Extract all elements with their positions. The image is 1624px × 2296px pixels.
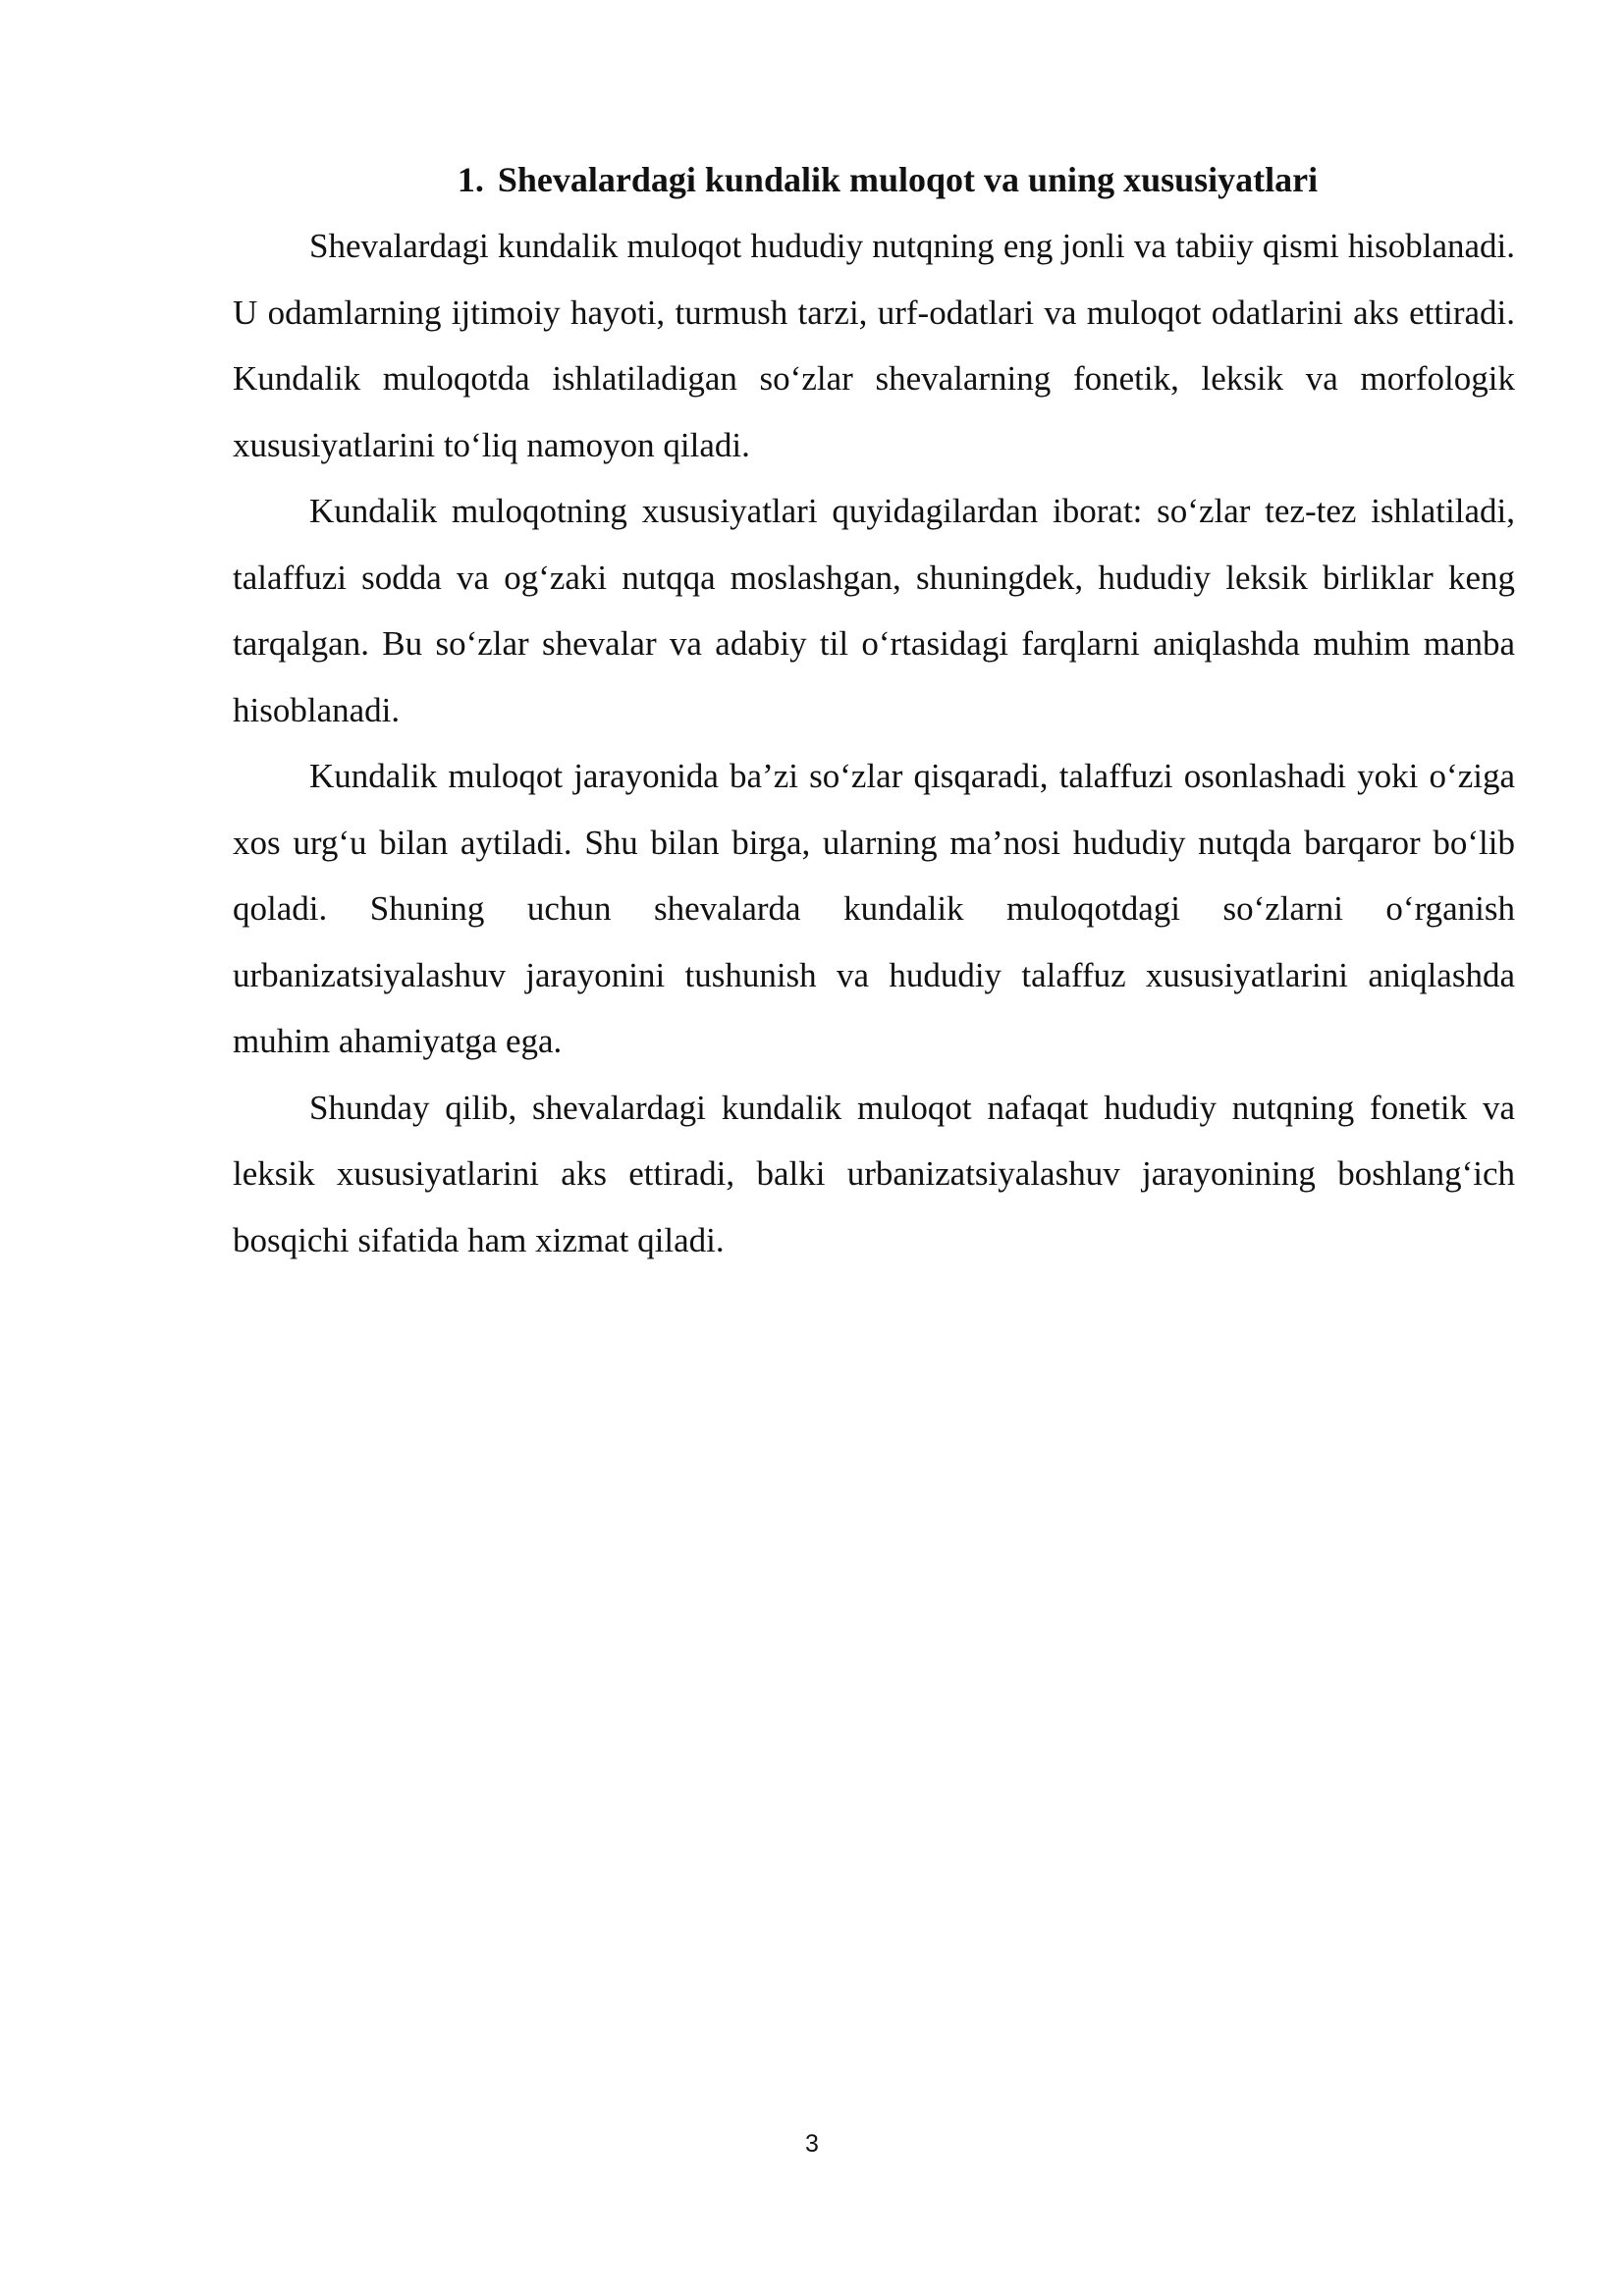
paragraph-4: Shunday qilib, shevalardagi kundalik muloqot nafaqat hududiy nutqning fonetik va leksik xususiyatlarini aks ettiradi, balki urbanizatsiyalashuv jarayonining boshlang‘ich bosqichi sifatida ham xizmat qiladi.: [233, 1088, 1515, 1259]
paragraph-3: Kundalik muloqot jarayonida ba’zi so‘zlar qisqaradi, talaffuzi osonlashadi yoki o‘ziga xos urg‘u bilan aytiladi. Shu bilan birga, ularning ma’nosi hududiy nutqda barqaror bo‘lib qoladi. Shuning uchun shevalarda kundalik muloqotdagi so‘zlarni o‘rganish urbanizatsiyalashuv jarayonini tushunish va hududiy talaffuz xususiyatlarini aniqlashda muhim ahamiyatga ega.: [233, 757, 1515, 1060]
page-number: 3: [805, 2130, 819, 2158]
paragraph-2: Kundalik muloqotning xususiyatlari quyidagilardan iborat: so‘zlar tez-tez ishlatiladi, talaffuzi sodda va og‘zaki nutqqa moslashgan, shuningdek, hududiy leksik birliklar keng tarqalgan. Bu so‘zlar shevalar va adabiy til o‘rtasidagi farqlarni aniqlashda muhim manba hisoblanadi.: [233, 492, 1515, 729]
section-number: 1.: [457, 160, 484, 199]
page-content: [233, 147, 1515, 1273]
section-title: Shevalardagi kundalik muloqot va uning xususiyatlari: [497, 160, 1319, 199]
section-heading: [233, 147, 1515, 213]
paragraph-1: Shevalardagi kundalik muloqot hududiy nutqning eng jonli va tabiiy qismi hisoblanadi. U odamlarning ijtimoiy hayoti, turmush tarzi, urf-odatlari va muloqot odatlarini aks ettiradi. Kundalik muloqotda ishlatiladigan so‘zlar shevalarning fonetik, leksik va morfologik xususiyatlarini to‘liq namoyon qiladi.: [233, 227, 1515, 464]
